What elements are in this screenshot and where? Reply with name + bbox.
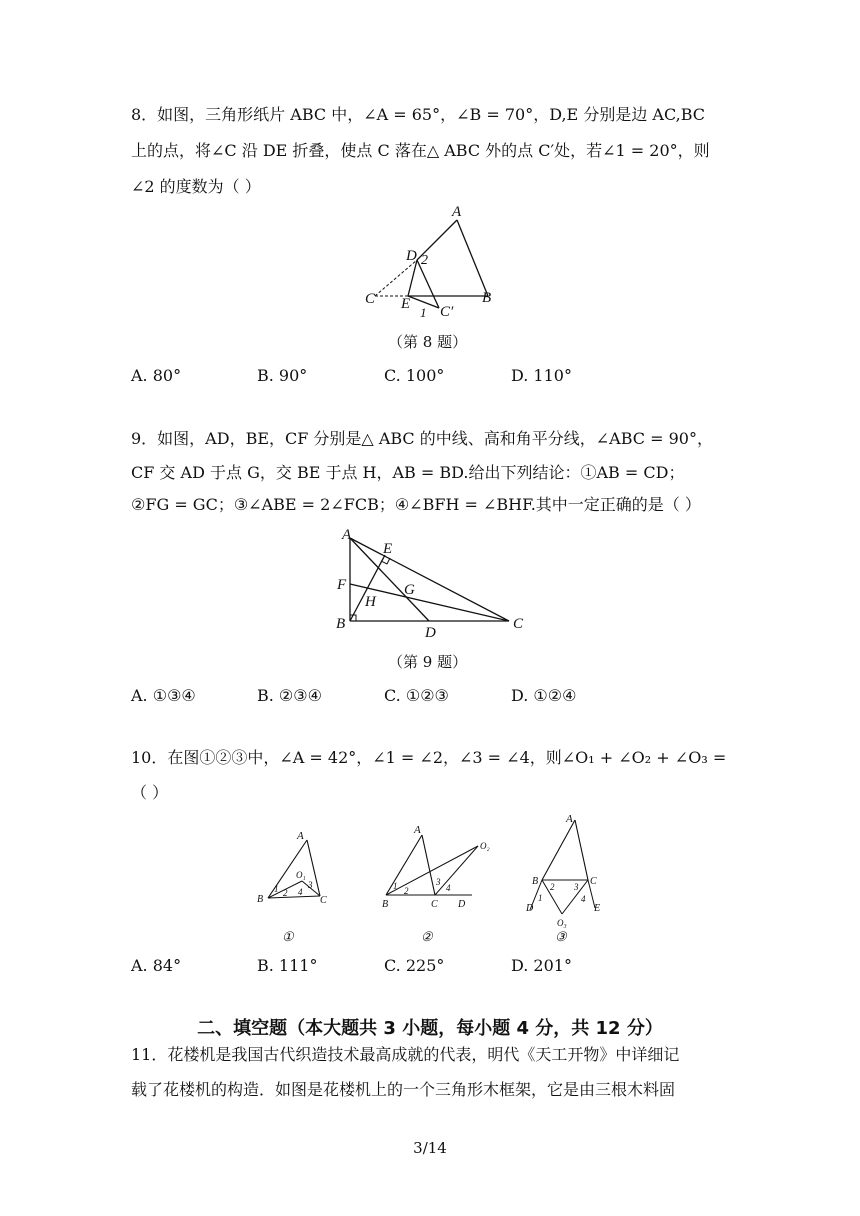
q10-f2-label-2: 2 [404,886,409,896]
q8-label-cp: C′ [440,304,454,320]
q8-option-c[interactable]: C. 100° [384,366,445,385]
q10-f1-label-b: B [257,894,264,905]
q10-f3-label-e: E [594,903,601,914]
q10-f2-label-c: C [431,899,438,910]
q8-options [131,366,572,385]
q8-option-d[interactable]: D. 110° [511,366,572,385]
q10-f3-label-o3: O₃ [557,918,567,928]
q10-f2-label-d: D [458,899,466,910]
q9-option-b[interactable]: B. ②③④ [257,686,322,705]
q10-f2-label-b: B [382,899,389,910]
q9-line-3: ②FG = GC；③∠ABE = 2∠FCB；④∠BFH = ∠BHF.其中一定正确的是（ ） [131,495,701,514]
q10-option-b[interactable]: B. 111° [257,956,318,975]
q8-option-a[interactable]: A. 80° [131,366,182,385]
q8-label-e: E [401,296,411,312]
q10-line-2: （ ） [131,783,169,802]
q10-f1-label-2: 2 [283,888,288,898]
q8-label-2: 2 [421,253,428,268]
q10-option-a[interactable]: A. 84° [131,956,182,975]
q10-f3-label-d: D [526,903,534,914]
q8-label-a: A [452,204,462,220]
q9-caption: （第 9 题） [388,653,468,671]
q9-line-1: 9．如图，AD，BE，CF 分别是△ ABC 的中线、高和角平分线，∠ABC = 90°， [131,429,713,448]
q9-label-e: E [383,541,393,557]
q10-f2-label-a: A [414,824,421,836]
q9-label-c: C [513,616,524,632]
q10-figure [250,810,620,950]
q9-options [131,686,576,705]
q9-figure [330,522,530,644]
q8-label-c: C [365,291,376,307]
q10-line-1: 10．在图①②③中，∠A = 42°，∠1 = ∠2，∠3 = ∠4，则∠O₁ + ∠O₂ + ∠O₃ = [131,748,727,767]
q10-f1-label-1: 1 [274,884,279,894]
q8-label-b: B [482,290,492,306]
q10-f2-num: ② [421,929,433,944]
q11-line-2: 载了花楼机的构造．如图是花楼机上的一个三角形木框架，它是由三根木料固 [131,1080,676,1099]
q10-f3-label-b: B [532,876,539,887]
q10-f1-num: ① [282,929,294,944]
q10-f3-num: ③ [555,929,567,944]
q10-f2-label-4: 4 [446,883,451,893]
q9-line-2: CF 交 AD 于点 G，交 BE 于点 H，AB = BD.给出下列结论：①AB = CD； [131,463,685,482]
q10-f3-label-a: A [566,813,573,825]
q10-f2-label-1: 1 [393,881,398,891]
q10-f3-label-c: C [590,876,597,887]
q9-option-d[interactable]: D. ①②④ [511,686,577,705]
q9-label-d: D [425,625,436,641]
q8-line-1: 8．如图，三角形纸片 ABC 中，∠A = 65°，∠B = 70°，D,E 分别是边 AC,BC [131,105,706,124]
q8-label-d: D [406,248,417,264]
q10-f3-label-4: 4 [581,894,586,904]
q10-f3-label-1: 1 [538,893,543,903]
q10-f2-label-o2: O₂ [480,841,490,851]
q8-caption: （第 8 题） [388,333,468,351]
q8-label-1: 1 [420,305,427,320]
q8-line-2: 上的点，将∠C 沿 DE 折叠，使点 C 落在△ ABC 外的点 C′处，若∠1 = 20°，则 [131,141,710,160]
q9-label-f: F [337,577,347,593]
q8-option-b[interactable]: B. 90° [257,366,308,385]
section-heading: 二、填空题（本大题共 3 小题，每小题 4 分，共 12 分） [197,1018,663,1039]
q9-option-a[interactable]: A. ①③④ [131,686,196,705]
q10-f1-label-4: 4 [298,887,303,897]
q10-option-c[interactable]: C. 225° [384,956,445,975]
q11-line-1: 11．花楼机是我国古代织造技术最高成就的代表，明代《天工开物》中详细记 [131,1045,680,1064]
q10-option-d[interactable]: D. 201° [511,956,572,975]
q9-label-b: B [336,616,346,632]
q9-option-c[interactable]: C. ①②③ [384,686,449,705]
q10-options [131,956,572,975]
q8-line-3: ∠2 的度数为（ ） [131,177,261,196]
q10-f3-label-2: 2 [550,882,555,892]
q10-f1-label-3: 3 [308,880,313,890]
q8-figure [360,200,520,325]
q10-f1-label-a: A [297,830,304,842]
page-number: 3/14 [413,1139,447,1157]
q10-f1-label-c: C [320,895,327,906]
q9-label-a: A [342,527,352,543]
q10-f2-label-3: 3 [436,877,441,887]
q9-label-g: G [404,582,415,598]
q10-f3-label-3: 3 [574,882,579,892]
q9-label-h: H [365,594,376,610]
q10-f1-label-o1: O₁ [296,870,306,880]
